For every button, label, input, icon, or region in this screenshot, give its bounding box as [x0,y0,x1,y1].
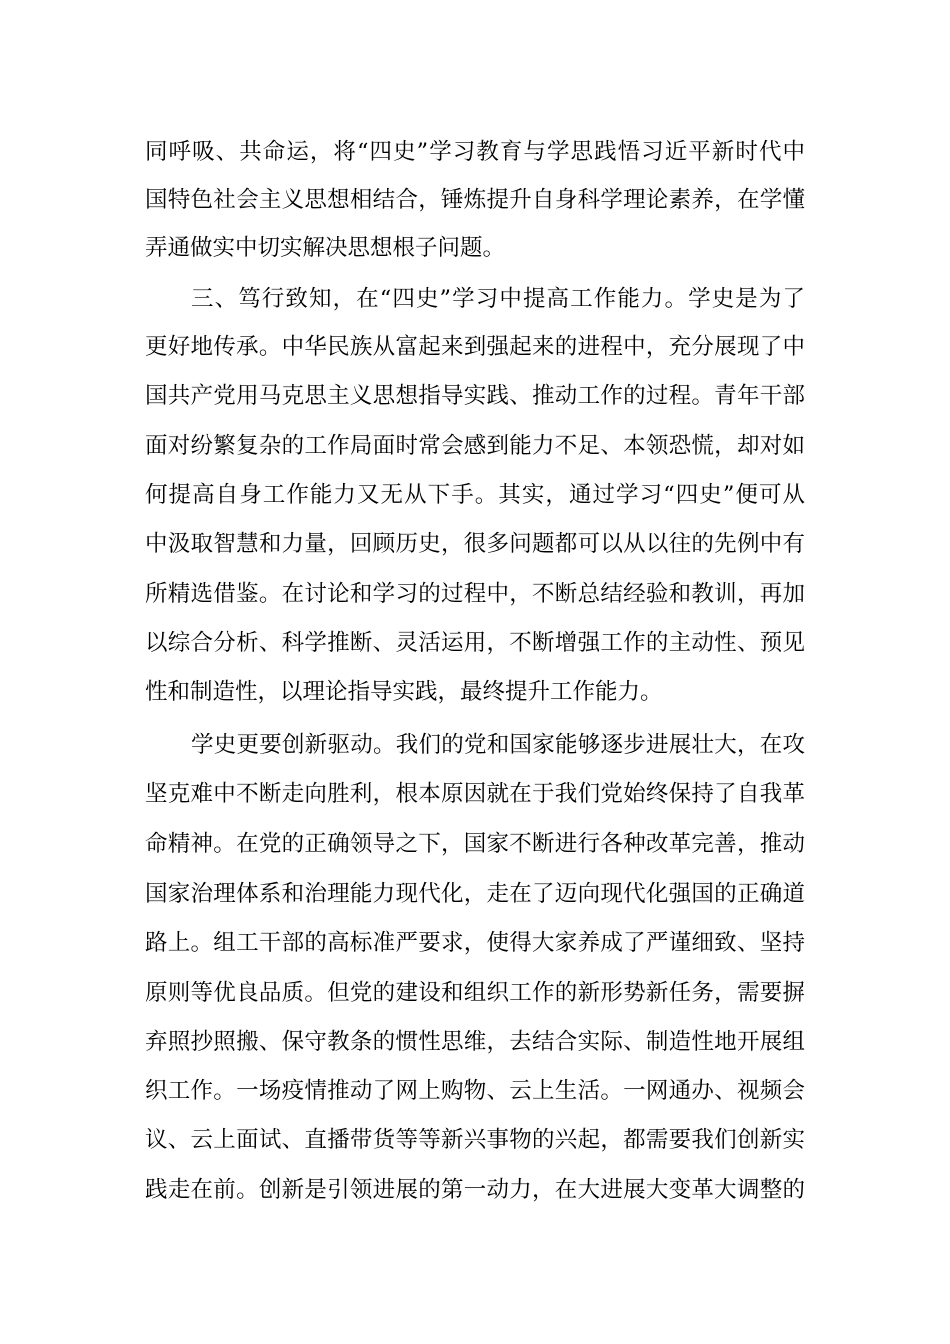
text-line: 学史更要创新驱动。我们的党和国家能够逐步进展壮大，在攻 [191,732,805,758]
text-line: 弄通做实中切实解决思想根子问题。 [145,235,506,261]
text-line: 国特色社会主义思想相结合，锤炼提升自身科学理论素养，在学懂 [145,187,805,213]
text-line: 国家治理体系和治理能力现代化，走在了迈向现代化强国的正确道 [145,881,805,907]
text-line: 面对纷繁复杂的工作局面时常会感到能力不足、本领恐慌，却对如 [145,433,805,459]
text-line: 三、笃行致知，在“四史”学习中提高工作能力。学史是为了 [191,286,805,312]
text-line: 路上。组工干部的高标准严要求，使得大家养成了严谨细致、坚持 [145,930,805,956]
text-line: 性和制造性，以理论指导实践，最终提升工作能力。 [145,679,663,705]
text-line: 议、云上面试、直播带货等等新兴事物的兴起，都需要我们创新实 [145,1127,805,1153]
text-line: 何提高自身工作能力又无从下手。其实，通过学习“四史”便可从 [145,482,805,508]
text-line: 以综合分析、科学推断、灵活运用，不断增强工作的主动性、预见 [145,630,805,656]
text-line: 织工作。一场疫情推动了网上购物、云上生活。一网通办、视频会 [145,1078,805,1104]
text-line: 国共产党用马克思主义思想指导实践、推动工作的过程。青年干部 [145,383,805,409]
text-line: 命精神。在党的正确领导之下，国家不断进行各种改革完善，推动 [145,831,805,857]
text-line: 同呼吸、共命运，将“四史”学习教育与学思践悟习近平新时代中 [145,139,805,165]
text-line: 践走在前。创新是引领进展的第一动力，在大进展大变革大调整的 [145,1177,805,1203]
text-line: 原则等优良品质。但党的建设和组织工作的新形势新任务，需要摒 [145,980,805,1006]
text-line: 坚克难中不断走向胜利，根本原因就在于我们党始终保持了自我革 [145,781,805,807]
text-line: 更好地传承。中华民族从富起来到强起来的进程中，充分展现了中 [145,334,805,360]
text-line: 所精选借鉴。在讨论和学习的过程中，不断总结经验和教训，再加 [145,581,805,607]
text-line: 弃照抄照搬、保守教条的惯性思维，去结合实际、制造性地开展组 [145,1029,805,1055]
text-line: 中汲取智慧和力量，回顾历史，很多问题都可以从以往的先例中有 [145,531,805,557]
